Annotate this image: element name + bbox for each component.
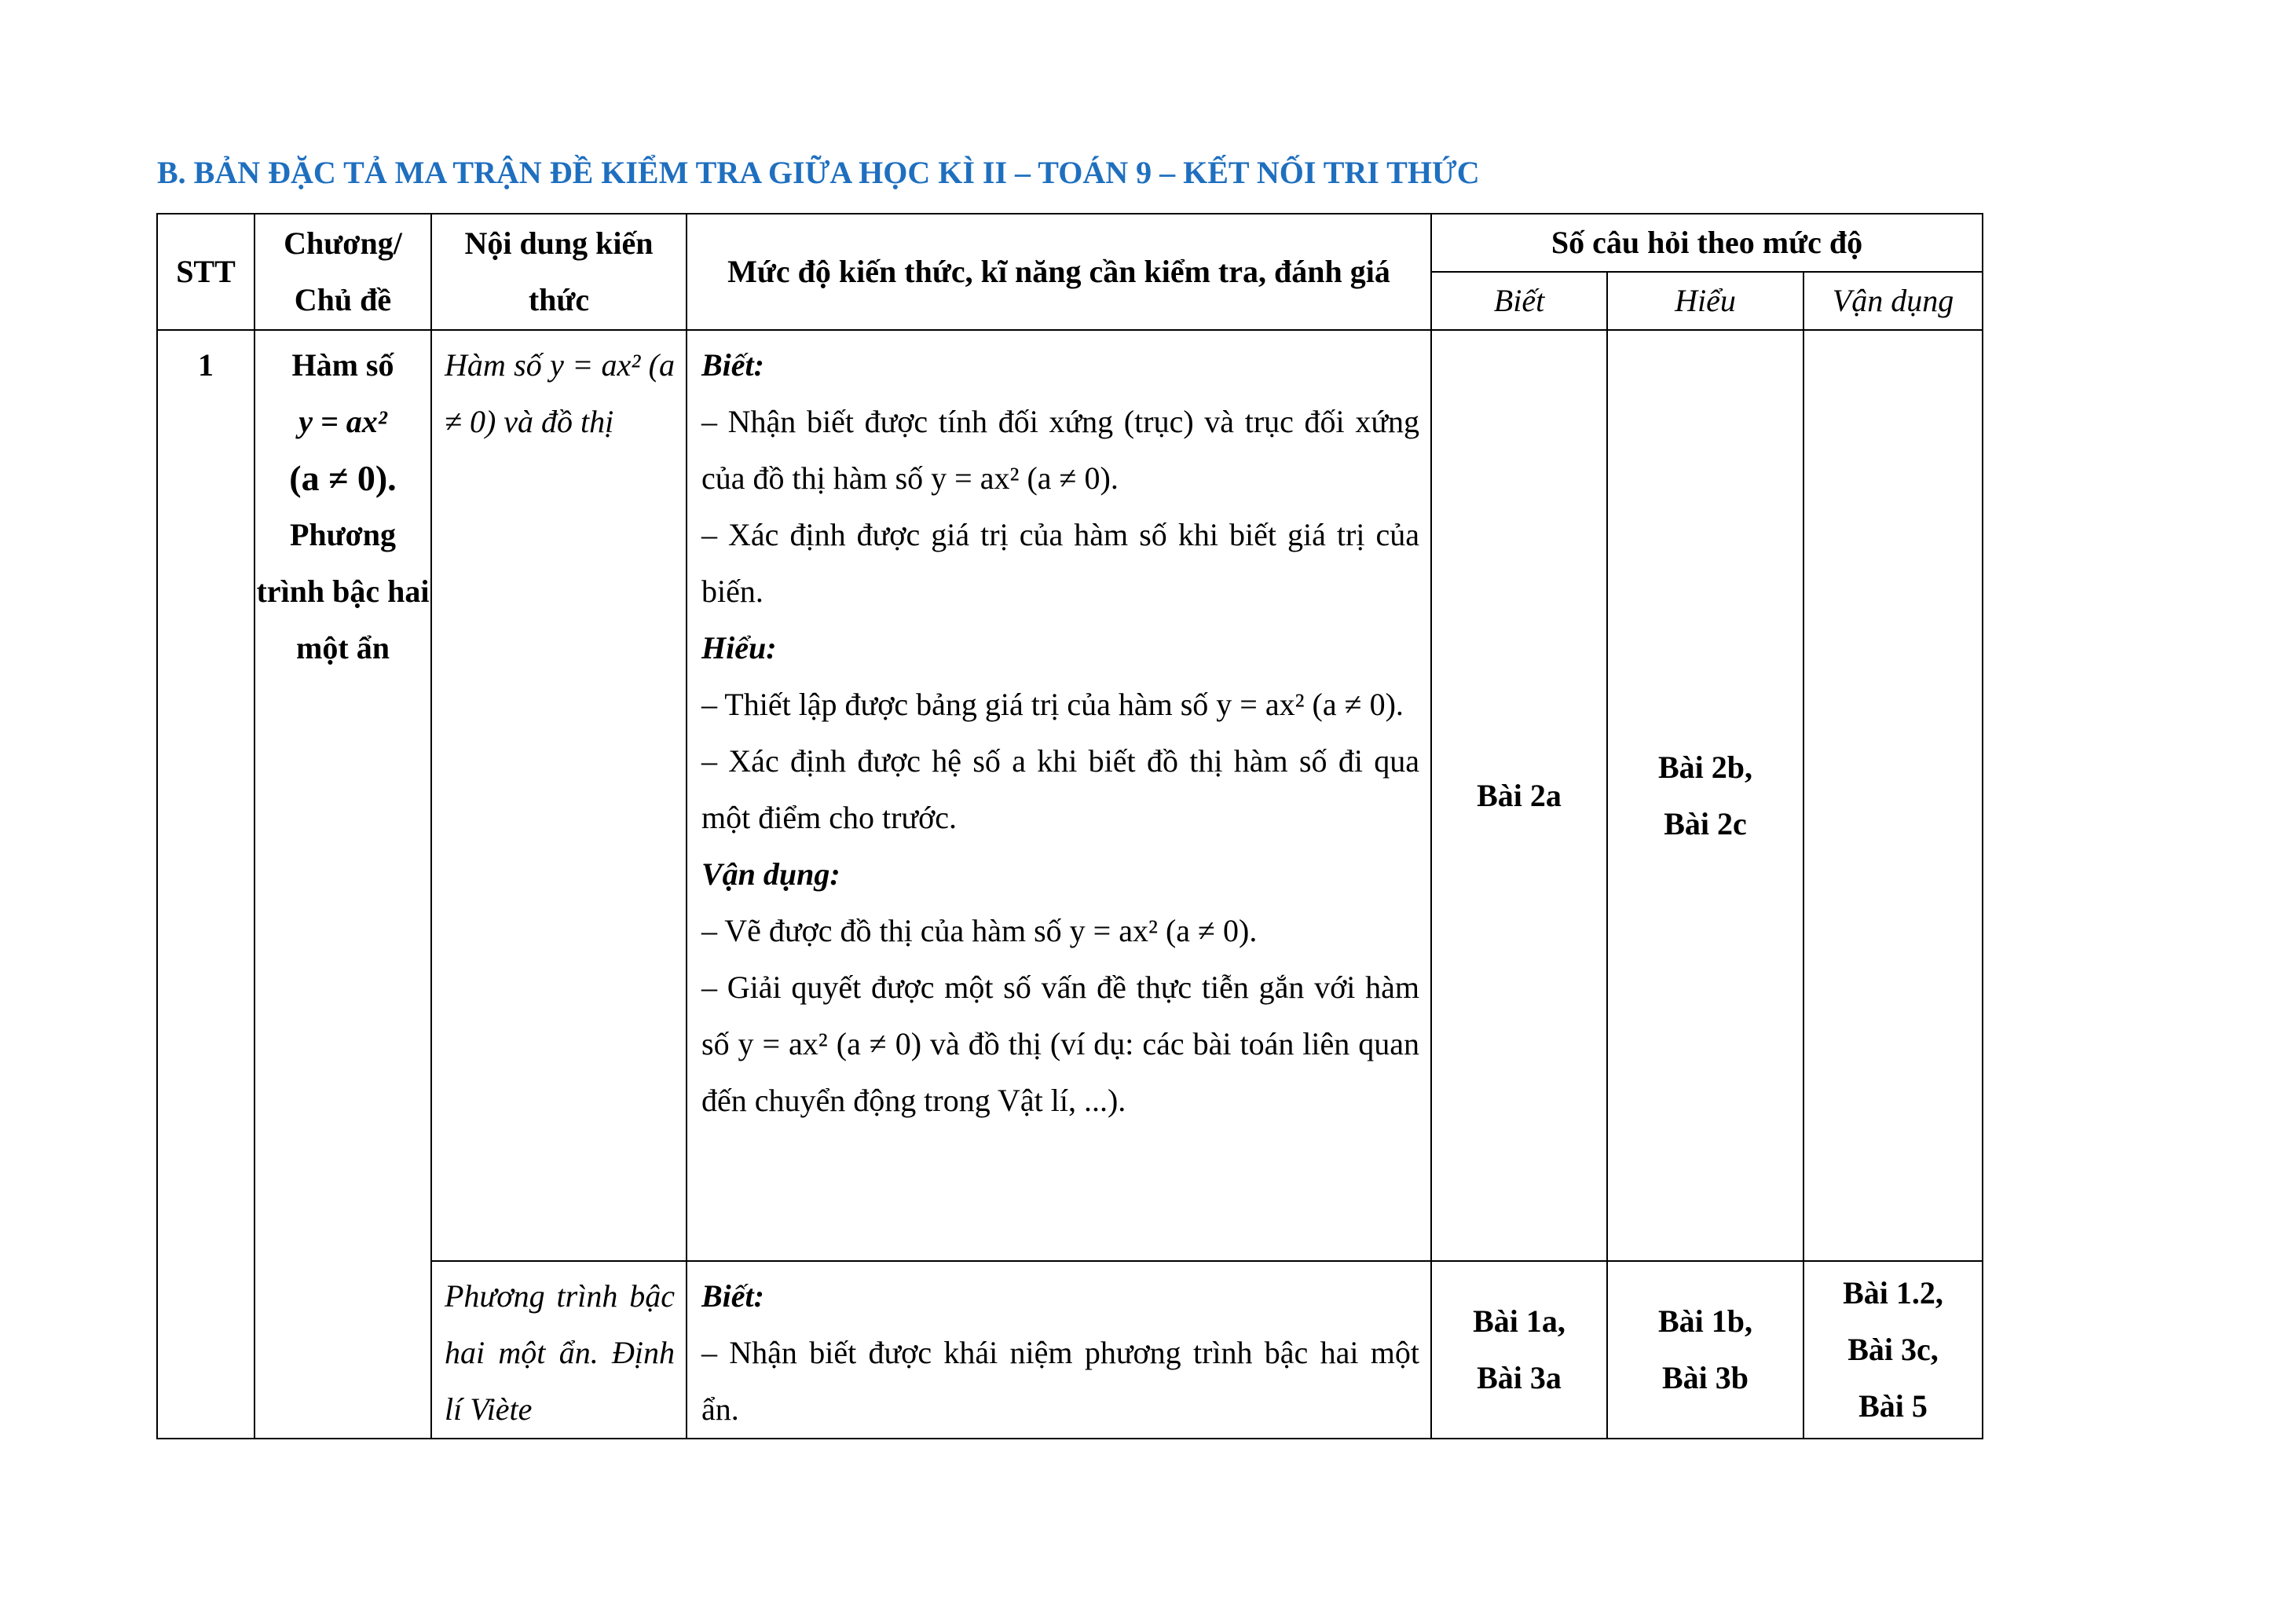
hieu-heading: Hiểu: — [701, 630, 777, 665]
van-dung-heading: Vận dụng: — [701, 856, 840, 892]
vd-q2-a: Bài 1.2, — [1843, 1275, 1943, 1311]
biet-questions-2 — [1431, 1261, 1607, 1439]
vd-q2-c: Bài 5 — [1858, 1388, 1928, 1424]
header-stt: STT — [157, 214, 255, 330]
header-hieu: Hiểu — [1607, 272, 1803, 330]
content-quadratic-function: Hàm số y = ax² (a ≠ 0) và đồ thị — [431, 330, 687, 1261]
van-dung-item-2: – Giải quyết được một số vấn đề thực tiễn gắn với hàm số y = ax² (a ≠ 0) và đồ thị (ví dụ: các bài toán liên quan đến chuyển động trong Vật lí, ...). — [701, 970, 1419, 1118]
row-stt: 1 — [157, 330, 255, 1439]
hieu-item-2: – Xác định được hệ số a khi biết đồ thị hàm số đi qua một điểm cho trước. — [701, 743, 1419, 835]
vd-q2-b: Bài 3c, — [1847, 1332, 1939, 1367]
header-content-label: Nội dung kiến thức — [464, 225, 654, 317]
biet-item-2: – Xác định được giá trị của hàm số khi biết giá trị của biến. — [701, 517, 1419, 609]
biet-questions-1: Bài 2a — [1431, 330, 1607, 1261]
specification-table — [156, 213, 1983, 1439]
row-chapter — [255, 330, 431, 1439]
header-chapter-label: Chương/ Chủ đề — [284, 225, 402, 317]
header-chapter — [255, 214, 431, 330]
level-quadratic-equation — [687, 1261, 1431, 1439]
van-dung-questions-1 — [1803, 330, 1983, 1261]
hieu-q1-a: Bài 2b, — [1657, 749, 1753, 785]
content-quadratic-equation: Phương trình bậc hai một ẩn. Định lí Viète — [431, 1261, 687, 1439]
hieu-questions-1 — [1607, 330, 1803, 1261]
header-biet: Biết — [1431, 272, 1607, 330]
hieu-q2-a: Bài 1b, — [1657, 1303, 1753, 1339]
header-content — [431, 214, 687, 330]
chapter-condition: (a ≠ 0). — [289, 458, 397, 498]
header-level: Mức độ kiến thức, kĩ năng cần kiểm tra, đánh giá — [687, 214, 1431, 330]
hieu-item-1: – Thiết lập được bảng giá trị của hàm số y = ax² (a ≠ 0). — [701, 687, 1404, 722]
hieu-q2-b: Bài 3b — [1661, 1360, 1749, 1395]
header-question-count: Số câu hỏi theo mức độ — [1431, 214, 1983, 272]
biet-item-1: – Nhận biết được tính đối xứng (trục) và trục đối xứng của đồ thị hàm số y = ax² (a ≠ 0). — [701, 404, 1419, 496]
biet-heading-2: Biết: — [701, 1278, 764, 1314]
page-title: B. BẢN ĐẶC TẢ MA TRẬN ĐỀ KIỂM TRA GIỮA HỌC KÌ II – TOÁN 9 – KẾT NỐI TRI THỨC — [157, 155, 1480, 190]
chapter-formula: y = ax² — [298, 404, 387, 439]
header-van-dung: Vận dụng — [1803, 272, 1983, 330]
chapter-line2: Phương trình bậc hai một ẩn — [256, 517, 430, 665]
biet-q2-a: Bài 1a, — [1473, 1303, 1565, 1339]
van-dung-item-1: – Vẽ được đồ thị của hàm số y = ax² (a ≠ 0). — [701, 913, 1258, 948]
level-quadratic-function — [687, 330, 1431, 1261]
hieu-q1-b: Bài 2c — [1664, 805, 1747, 841]
biet-q2-b: Bài 3a — [1477, 1360, 1562, 1395]
chapter-line1: Hàm số — [291, 347, 394, 383]
biet-item-2-1: – Nhận biết được khái niệm phương trình bậc hai một ẩn. — [701, 1335, 1419, 1427]
van-dung-questions-2 — [1803, 1261, 1983, 1439]
biet-heading: Biết: — [701, 347, 764, 383]
hieu-questions-2 — [1607, 1261, 1803, 1439]
